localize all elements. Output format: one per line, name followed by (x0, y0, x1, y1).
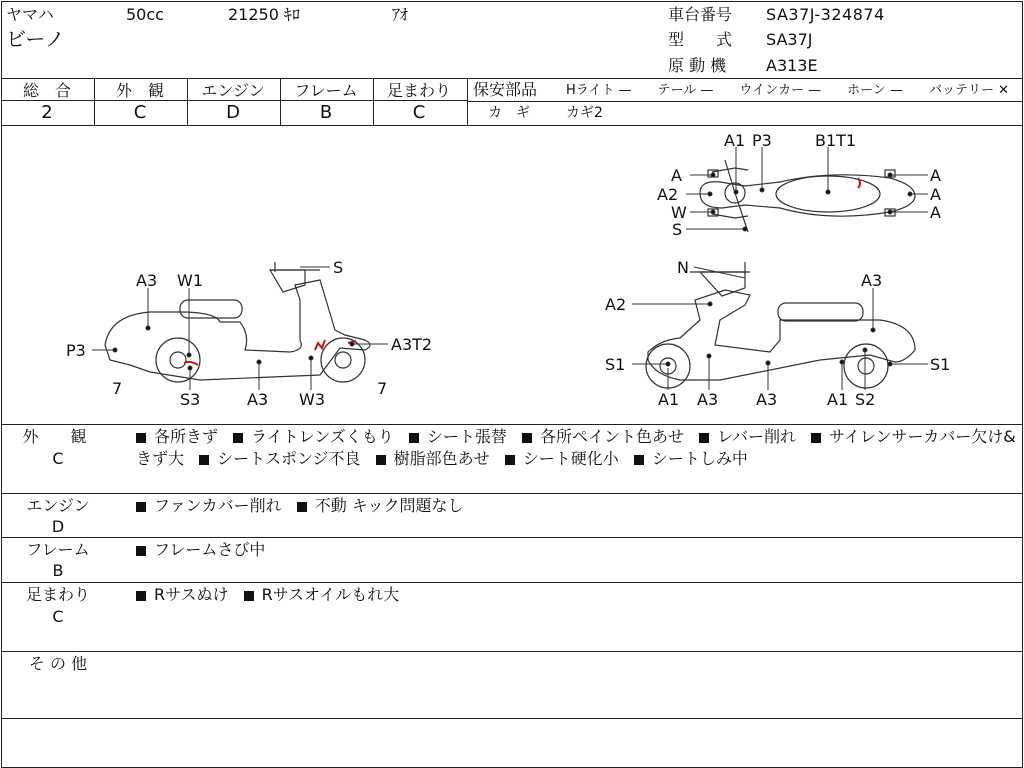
remark-item: 各所きず (136, 427, 218, 446)
remark-category-suspension: 足まわり (25, 585, 90, 604)
model-name: ビーノ (6, 27, 65, 51)
grade-overall-value: 2 (41, 102, 53, 123)
label-right-s1b: S1 (930, 355, 951, 374)
bullet-square-icon (199, 455, 209, 465)
remark-item: シート張替 (409, 427, 507, 446)
label-top-w: W (671, 203, 687, 222)
remark-grade-suspension: C (52, 607, 64, 626)
remark-item: Rサスオイルもれ大 (244, 585, 400, 604)
key-value: カギ2 (566, 105, 603, 121)
safety-items: Hライト — テール — ウインカー — ホーン — バッテリー ✕ (566, 83, 1010, 98)
label-right-a3c: A3 (756, 390, 778, 409)
label-left-p3: P3 (66, 341, 86, 360)
remark-items-suspension (136, 584, 1016, 606)
label-top-a1: A1 (724, 131, 746, 150)
label-right-s1a: S1 (605, 355, 626, 374)
remark-grade-frame: B (52, 561, 64, 580)
chassis-value: SA37J-324874 (766, 5, 885, 24)
bullet-square-icon (244, 591, 254, 601)
label-top-b1t1: B1T1 (815, 131, 857, 150)
remark-category-other: そ の 他 (28, 654, 88, 673)
remark-grade-engine: D (51, 517, 65, 536)
mileage: 21250 ｷﾛ (228, 5, 300, 24)
label-left-a3t2: A3T2 (391, 335, 433, 354)
label-top-a2: A2 (657, 185, 679, 204)
label-top-p3: P3 (752, 131, 772, 150)
remark-item: ライトレンズくもり (233, 427, 394, 446)
remark-item: 樹脂部色あせ (376, 449, 490, 468)
remark-category-frame: フレーム (26, 540, 90, 559)
label-top-a-r3: A (930, 203, 941, 222)
bullet-square-icon (136, 591, 146, 601)
bullet-square-icon (699, 433, 709, 443)
label-right-n: N (677, 258, 689, 277)
type-value: SA37J (766, 30, 813, 49)
key-label: カ ギ (488, 105, 530, 121)
label-right-a2: A2 (605, 295, 627, 314)
label-top-a-left: A (671, 166, 682, 185)
bullet-square-icon (409, 433, 419, 443)
label-right-a1a: A1 (658, 390, 680, 409)
chassis-label: 車台番号 (668, 5, 733, 24)
top-view-scooter (700, 160, 915, 232)
remark-item: シート硬化小 (505, 449, 619, 468)
bullet-square-icon (136, 502, 146, 512)
bullet-square-icon (233, 433, 243, 443)
remark-item: ファンカバー削れ (136, 496, 282, 515)
safety-label: 保安部品 (473, 80, 538, 99)
grade-exterior-value: C (133, 102, 147, 123)
label-left-a3: A3 (136, 271, 158, 290)
remark-item: サイレンサーカバー欠け&きず大 (136, 427, 1016, 468)
remark-item: シートスポンジ不良 (199, 449, 360, 468)
label-left-a3b: A3 (247, 390, 269, 409)
maker: ヤマハ (6, 5, 54, 24)
grade-exterior-label: 外 観 (115, 81, 164, 100)
remark-item: Rサスぬけ (136, 585, 228, 604)
label-left-s: S (333, 258, 344, 277)
remark-item: レバー削れ (699, 427, 796, 446)
label-top-a-r2: A (930, 185, 941, 204)
bullet-square-icon (522, 433, 532, 443)
grade-suspension-label: 足まわり (386, 81, 451, 100)
remark-items-engine (136, 495, 1016, 517)
bullet-square-icon (297, 502, 307, 512)
label-left-7b: 7 (377, 379, 388, 398)
bullet-square-icon (634, 455, 644, 465)
displacement: 50cc (126, 5, 164, 24)
label-left-w3: W3 (299, 390, 325, 409)
bullet-square-icon (136, 433, 146, 443)
remark-items-exterior (136, 426, 1016, 470)
label-top-a-r1: A (930, 166, 941, 185)
label-right-a3: A3 (861, 271, 883, 290)
grade-frame-value: B (319, 102, 333, 123)
remark-items-frame (136, 539, 1016, 561)
bullet-square-icon (136, 546, 146, 556)
bullet-square-icon (505, 455, 515, 465)
remark-category-engine: エンジン (26, 496, 90, 515)
engine-value: A313E (766, 56, 818, 75)
grade-suspension-value: C (412, 102, 426, 123)
grade-engine-label: エンジン (201, 81, 265, 100)
remark-item: フレームさび中 (136, 540, 265, 559)
color: ｱｵ (392, 5, 409, 24)
engine-label: 原 動 機 (668, 56, 727, 75)
label-top-s: S (672, 220, 683, 239)
remark-item: 各所ペイント色あせ (522, 427, 684, 446)
remark-category-exterior: 外 観 (22, 427, 87, 446)
label-right-s2: S2 (855, 390, 876, 409)
label-left-w1: W1 (177, 271, 203, 290)
remark-item: 不動 キック問題なし (297, 496, 464, 515)
label-right-a1b: A1 (827, 390, 849, 409)
label-left-s3: S3 (180, 390, 201, 409)
grade-frame-label: フレーム (294, 81, 358, 100)
label-left-7a: 7 (112, 379, 123, 398)
remark-item: シートしみ中 (634, 449, 748, 468)
type-label: 型 式 (668, 30, 733, 49)
remark-grade-exterior: C (52, 449, 64, 468)
bullet-square-icon (811, 433, 821, 443)
grade-overall-label: 総 合 (22, 81, 71, 100)
bullet-square-icon (376, 455, 386, 465)
label-right-a3b: A3 (697, 390, 719, 409)
grade-engine-value: D (226, 102, 240, 123)
